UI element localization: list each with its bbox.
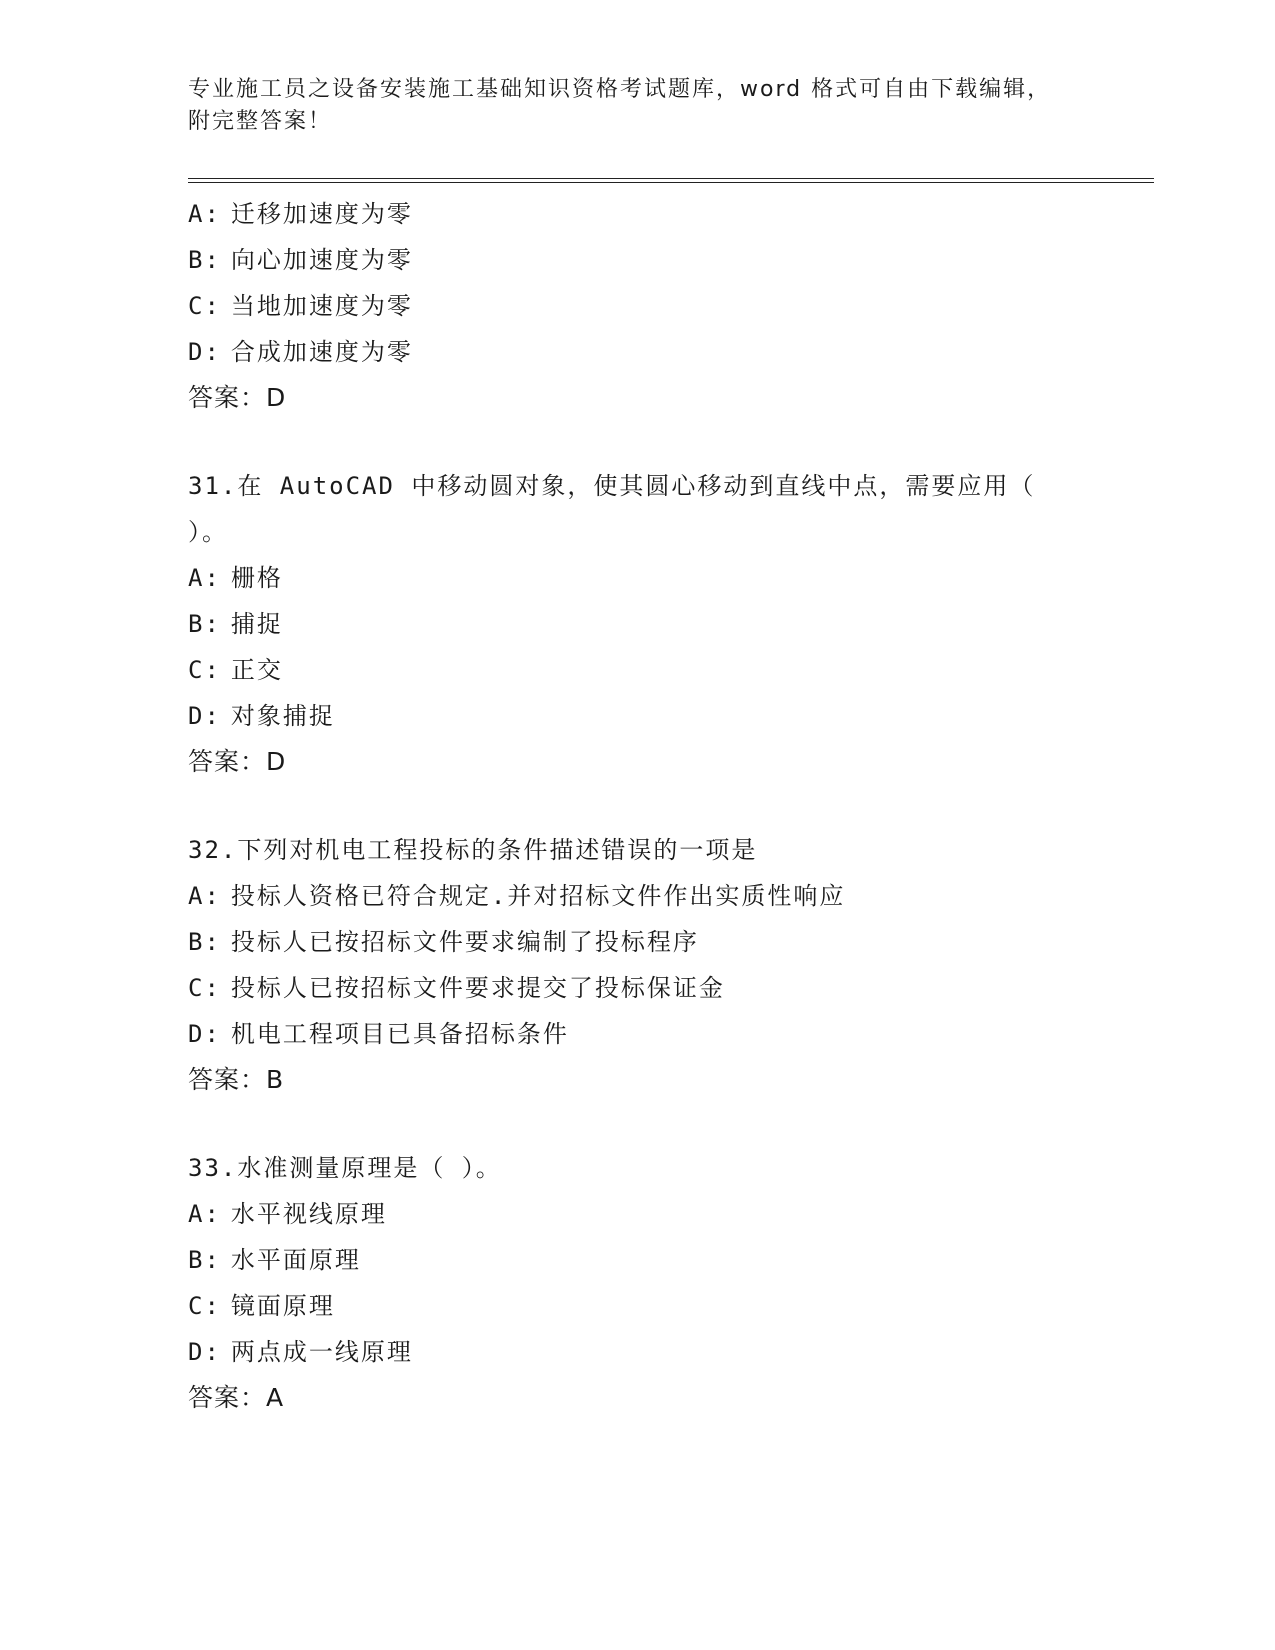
header-line-1: 专业施工员之设备安装施工基础知识资格考试题库，word 格式可自由下载编辑，	[188, 77, 1052, 102]
question-stem: 33.水准测量原理是（ ）。	[188, 1154, 502, 1182]
answer-line: 答案：B	[188, 1065, 285, 1094]
question-31	[188, 463, 1088, 785]
document-header	[188, 74, 1088, 138]
option-d: D: 对象捕捉	[188, 702, 335, 730]
header-line-2: 附完整答案！	[188, 109, 333, 134]
option-d: D: 合成加速度为零	[188, 338, 413, 366]
option-a: A: 迁移加速度为零	[188, 200, 413, 228]
question-32	[188, 827, 1088, 1103]
option-b: B: 水平面原理	[188, 1246, 361, 1274]
question-30-continuation	[188, 191, 1088, 421]
option-c: C: 投标人已按招标文件要求提交了投标保证金	[188, 974, 725, 1002]
question-list	[188, 191, 1088, 1421]
option-c: C: 当地加速度为零	[188, 292, 413, 320]
question-stem-continuation: ）。	[188, 518, 228, 546]
option-b: B: 捕捉	[188, 610, 283, 638]
header-divider-bottom	[188, 182, 1154, 183]
option-d: D: 两点成一线原理	[188, 1338, 413, 1366]
header-divider-top	[188, 178, 1154, 179]
answer-line: 答案：D	[188, 383, 287, 412]
option-a: A: 栅格	[188, 564, 283, 592]
question-stem: 31.在 AutoCAD 中移动圆对象，使其圆心移动到直线中点，需要应用（	[188, 472, 1036, 500]
option-b: B: 向心加速度为零	[188, 246, 413, 274]
question-stem: 32.下列对机电工程投标的条件描述错误的一项是	[188, 836, 758, 864]
answer-line: 答案：A	[188, 1383, 285, 1412]
option-a: A: 水平视线原理	[188, 1200, 387, 1228]
option-b: B: 投标人已按招标文件要求编制了投标程序	[188, 928, 699, 956]
option-d: D: 机电工程项目已具备招标条件	[188, 1020, 569, 1048]
question-33	[188, 1145, 1088, 1421]
option-c: C: 镜面原理	[188, 1292, 335, 1320]
option-c: C: 正交	[188, 656, 283, 684]
option-a: A: 投标人资格已符合规定.并对招标文件作出实质性响应	[188, 882, 846, 910]
answer-line: 答案：D	[188, 747, 287, 776]
